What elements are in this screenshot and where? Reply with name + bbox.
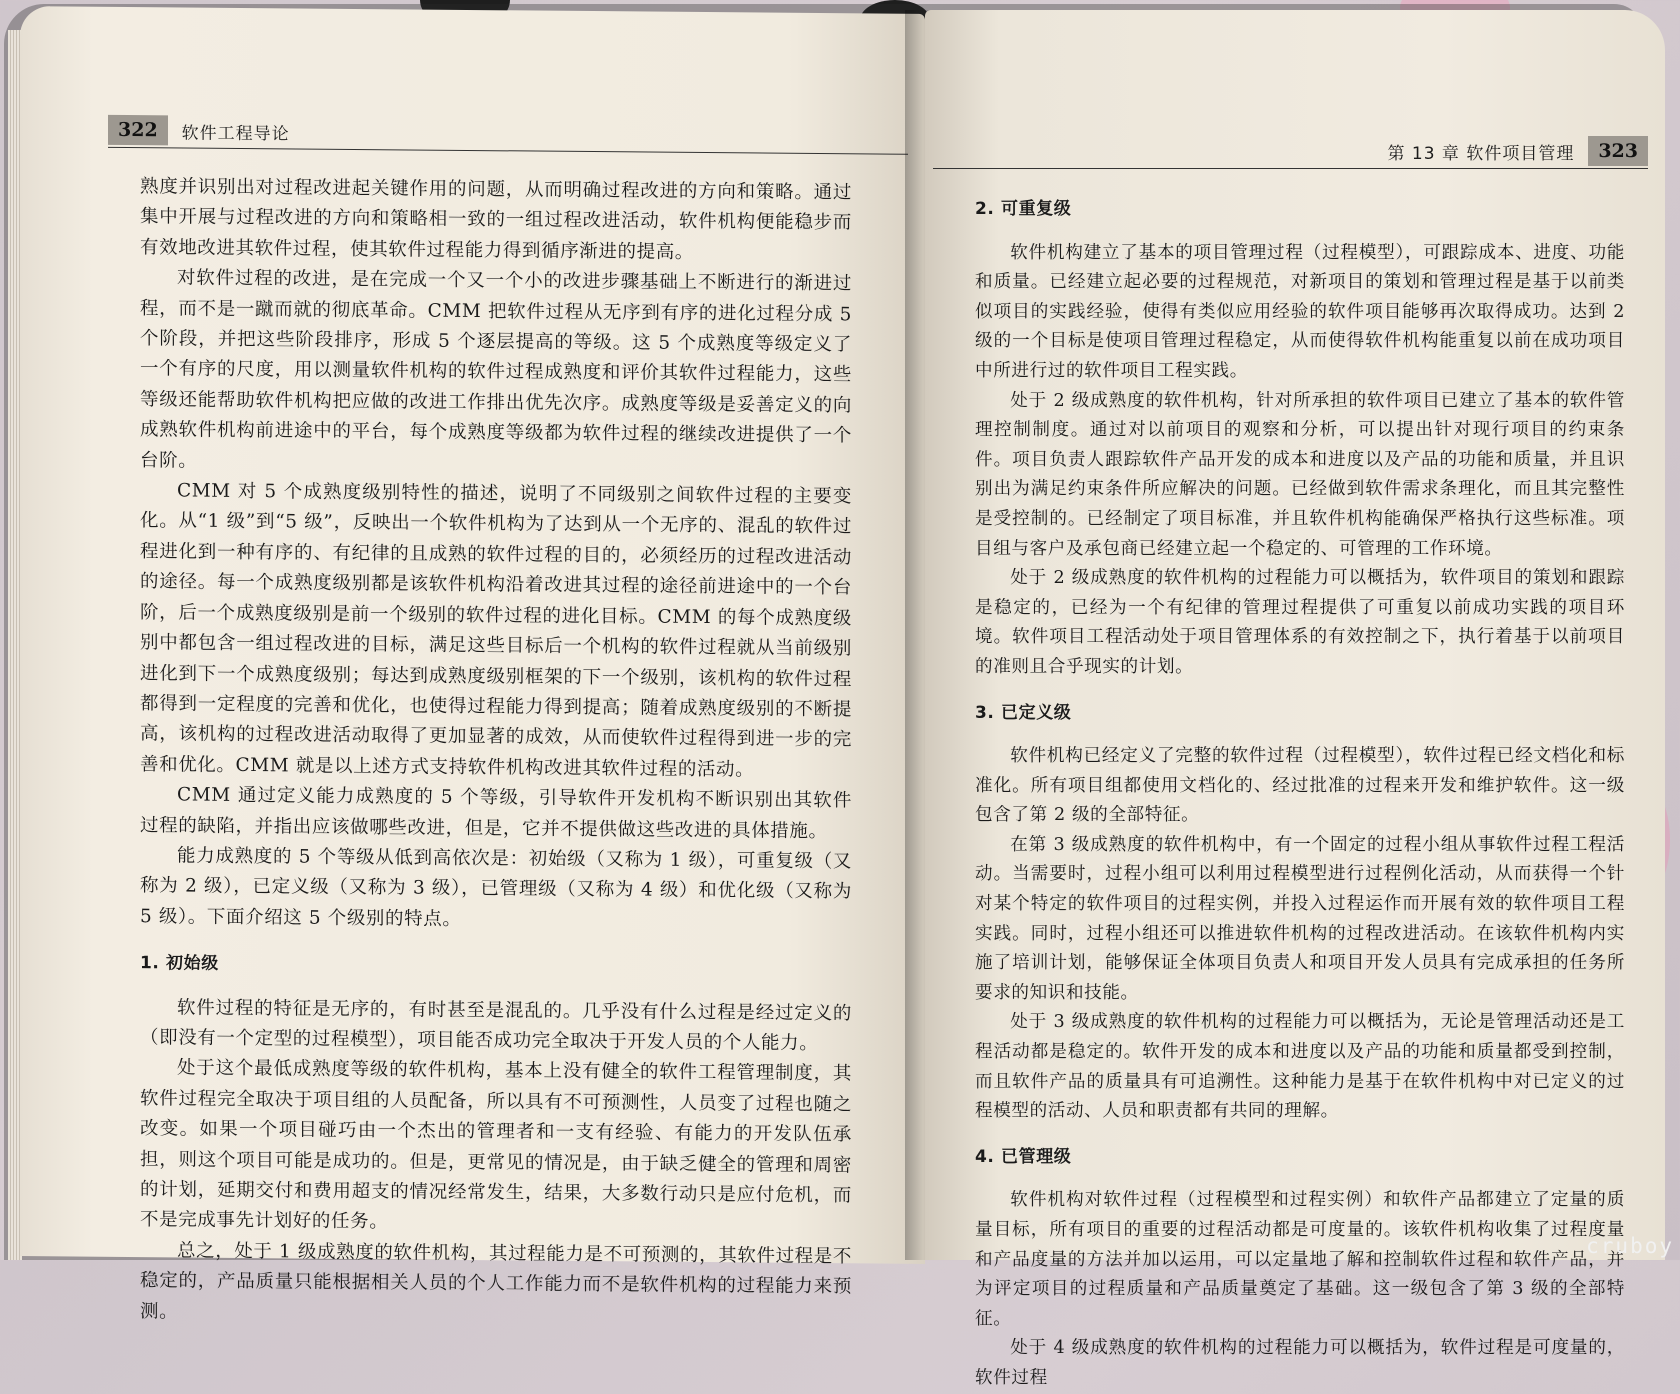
paragraph: 能力成熟度的 5 个等级从低到高依次是：初始级（又称为 1 级），可重复级（又称为 2 级），已定义级（又称为 3 级），已管理级（又称为 4 级）和优化级（又称为 5 级）。下面介绍这 5 个级别的特点。: [140, 845, 852, 930]
left-body-text: [140, 172, 852, 1333]
watermark: cruboy: [1586, 1234, 1674, 1258]
section-heading: 2. 可重复级: [975, 199, 1072, 219]
paragraph: 总之，处于 1 级成熟度的软件机构，其过程能力是不可预测的，其软件过程是不稳定的，产品质量只能根据相关人员的个人工作能力而不是软件机构的过程能力来预测。: [140, 1240, 852, 1323]
paragraph: 处于 4 级成熟度的软件机构的过程能力可以概括为，软件过程是可度量的，软件过程: [975, 1338, 1625, 1388]
paragraph: 软件机构建立了基本的项目管理过程（过程模型），可跟踪成本、进度、功能和质量。已经建立起必要的过程规范，对新项目的策划和管理过程是基于以前类似项目的实践经验，使得有类似应用经验的软件项目能够再次取得成功。达到 2 级的一个目标是使项目管理过程稳定，从而使得软件机构能重复以前在成功项目中所进行过的软件项目工程实践。: [975, 242, 1625, 381]
section-heading: 3. 已定义级: [975, 702, 1072, 723]
page-number: 323: [1588, 136, 1648, 166]
paragraph: 处于这个最低成熟度等级的软件机构，基本上没有健全的软件工程管理制度，其软件过程完全取决于项目组的人员配备，所以具有不可预测性，人员变了过程也随之改变。如果一个项目碰巧由一个杰出的管理者和一支有经验、有能力的开发队伍承担，则这个项目可能是成功的。但是，更常见的情况是，由于缺乏健全的管理和周密的计划，延期交付和费用超支的情况经常发生，结果，大多数行动只是应付危机，而不是完成事先计划好的任务。: [140, 1057, 852, 1233]
page-number: 322: [108, 115, 168, 146]
left-page: [20, 6, 925, 1323]
paragraph: 处于 2 级成熟度的软件机构，针对所承担的软件项目已建立了基本的软件管理控制制度。通过对以前项目的观察和分析，可以提出针对现行项目的约束条件。项目负责人跟踪软件产品开发的成本和进度以及产品的功能和质量，并且识别出为满足约束条件所应解决的问题。已经做到软件需求条理化，而且其完整性是受控制的。已经制定了项目标准，并且软件机构能确保严格执行这些标准。项目组与客户及承包商已经建立起一个稳定的、可管理的工作环境。: [975, 390, 1625, 559]
right-page: [925, 10, 1665, 1388]
right-running-head: [933, 134, 1648, 169]
paragraph: CMM 对 5 个成熟度级别特性的描述，说明了不同级别之间软件过程的主要变化。从“1 级”到“5 级”，反映出一个软件机构为了达到从一个无序的、混乱的软件过程进化到一种有序的、有纪律的且成熟的软件过程的目的，必须经历的过程改进活动的途径。每一个成熟度级别都是该软件机构沿着改进其过程的途径前进途中的一个台阶，后一个成熟度级别是前一个级别的软件过程的进化目标。CMM 的每个成熟度级别中都包含一组过程改进的目标，满足这些目标后一个机构的软件过程就从当前级别进化到下一个成熟度级别；每达到成熟度级别框架的下一个级别，该机构的软件过程都得到一定程度的完善和优化，也使得过程能力得到提高；随着成熟度级别的不断提高，该机构的过程改进活动取得了更加显著的成效，从而使软件过程得到进一步的完善和优化。CMM 就是以上述方式支持软件机构改进其软件过程的活动。: [140, 480, 852, 781]
running-title: 第 13 章 软件项目管理: [1387, 143, 1575, 164]
paragraph: 软件机构已经定义了完整的软件过程（过程模型），软件过程已经文档化和标准化。所有项目组都使用文档化的、经过批准的过程来开发和维护软件。这一级包含了第 2 级的全部特征。: [975, 746, 1625, 826]
paragraph: 对软件过程的改进，是在完成一个又一个小的改进步骤基础上不断进行的渐进过程，而不是一蹴而就的彻底革命。CMM 把软件过程从无序到有序的进化过程分成 5 个阶段，并把这些阶段排序，形成 5 个逐层提高的等级。这 5 个成熟度等级定义了一个有序的尺度，用以测量软件机构的软件过程成熟度和评价其软件过程能力，这些等级还能帮助软件机构把应做的改进工作排出优先次序。成熟度等级是妥善定义的向成熟软件机构前进途中的平台，每个成熟度等级都为软件过程的继续改进提供了一个台阶。: [140, 267, 852, 472]
paragraph: 软件过程的特征是无序的，有时甚至是混乱的。几乎没有什么过程是经过定义的（即没有一个定型的过程模型），项目能否成功完全取决于开发人员的个人能力。: [140, 996, 852, 1054]
paragraph: 软件机构对软件过程（过程模型和过程实例）和软件产品都建立了定量的质量目标，所有项目的重要的过程活动都是可度量的。该软件机构收集了过程度量和产品度量的方法并加以运用，可以定量地了解和控制软件过程和软件产品，并为评定项目的过程质量和产品质量奠定了基础。这一级包含了第 3 级的全部特征。: [975, 1190, 1625, 1329]
paragraph: 熟度并识别出对过程改进起关键作用的问题，从而明确过程改进的方向和策略。通过集中开展与过程改进的方向和策略相一致的一组过程改进活动，软件机构便能稳步而有效地改进其软件过程，使其软件过程能力得到循序渐进的提高。: [140, 176, 852, 263]
paragraph: 在第 3 级成熟度的软件机构中，有一个固定的过程小组从事软件过程工程活动。当需要时，过程小组可以利用过程模型进行过程例化活动，从而获得一个针对某个特定的软件项目的过程实例，并投入过程运作而开展有效的软件项目工程实践。同时，过程小组还可以推进软件机构的过程改进活动。在该软件机构内实施了培训计划，能够保证全体项目负责人和项目开发人员具有完成承担的任务所要求的知识和技能。: [975, 834, 1625, 1003]
running-title: 软件工程导论: [181, 122, 290, 144]
section-heading: 1. 初始级: [140, 953, 219, 974]
paragraph: CMM 通过定义能力成熟度的 5 个等级，引导软件开发机构不断识别出其软件过程的缺陷，并指出应该做哪些改进，但是，它并不提供做这些改进的具体措施。: [140, 784, 852, 842]
section-heading: 4. 已管理级: [975, 1146, 1072, 1167]
left-running-head: [108, 113, 908, 155]
paragraph: 处于 3 级成熟度的软件机构的过程能力可以概括为，无论是管理活动还是工程活动都是稳定的。软件开发的成本和进度以及产品的功能和质量都受到控制，而且软件产品的质量具有可追溯性。这种能力是基于在软件机构中对已定义的过程模型的活动、人员和职责都有共同的理解。: [975, 1012, 1625, 1122]
right-body-text: [975, 195, 1625, 1394]
paragraph: 处于 2 级成熟度的软件机构的过程能力可以概括为，软件项目的策划和跟踪是稳定的，已经为一个有纪律的管理过程提供了可重复以前成功实践的项目环境。软件项目工程活动处于项目管理体系的有效控制之下，执行着基于以前项目的准则且合乎现实的计划。: [975, 568, 1625, 677]
